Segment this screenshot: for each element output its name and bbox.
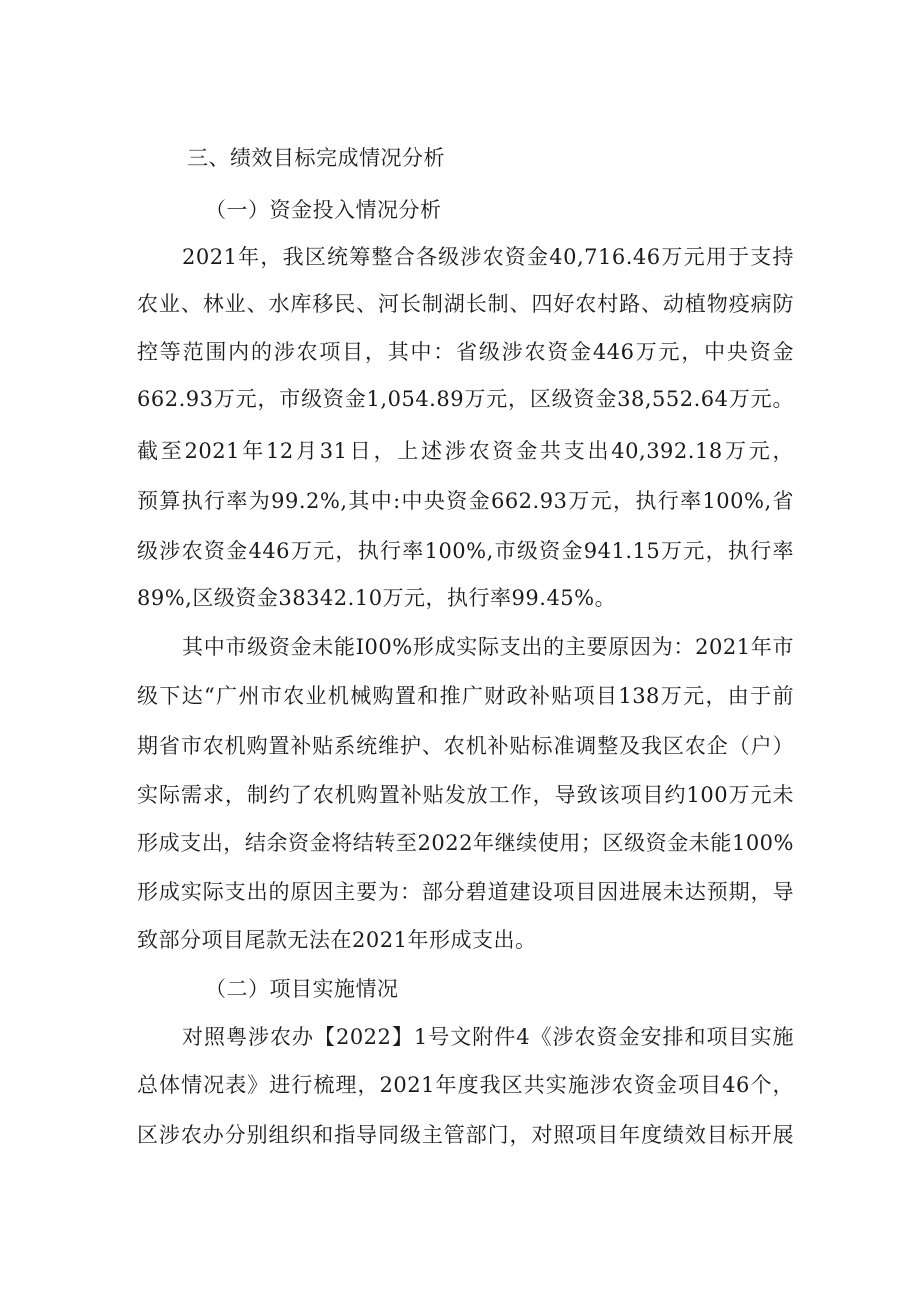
- paragraph-line: 2021年，我区统筹整合各级涉农资金40,716.46万元用于支持: [182, 245, 794, 269]
- section-heading: 三、绩效目标完成情况分析: [187, 146, 445, 170]
- paragraph-line: 662.93万元，市级资金1,054.89万元，区级资金38,552.64万元。: [137, 387, 794, 411]
- paragraph-line: 其中市级资金未能I00%形成实际支出的主要原因为：2021年市: [182, 635, 794, 659]
- paragraph-line: 对照粤涉农办【2022】1号文附件4《涉农资金安排和项目实施: [182, 1025, 794, 1049]
- paragraph-line: 控等范围内的涉农项目，其中：省级涉农资金446万元，中央资金: [137, 340, 794, 364]
- paragraph-line: 区涉农办分别组织和指导同级主管部门，对照项目年度绩效目标开展: [137, 1123, 794, 1147]
- paragraph-line: 截至2021年12月31日，上述涉农资金共支出40,392.18万元，: [137, 439, 794, 463]
- paragraph-line: 期省市农机购置补贴系统维护、农机补贴标准调整及我区农企（户）: [137, 734, 794, 758]
- paragraph-line: 预算执行率为99.2%,其中:中央资金662.93万元，执行率100%,省: [137, 489, 794, 513]
- paragraph-line: 农业、林业、水库移民、河长制湖长制、四好农村路、动植物疫病防: [137, 292, 794, 316]
- paragraph-line: 总体情况表》进行梳理，2021年度我区共实施涉农资金项目46个，: [137, 1073, 794, 1097]
- paragraph-line: 形成支出，结余资金将结转至2022年继续使用；区级资金未能100%: [137, 831, 794, 855]
- paragraph-line: 实际需求，制约了农机购置补贴发放工作，导致该项目约100万元未: [137, 783, 794, 807]
- paragraph-line: 形成实际支出的原因主要为：部分碧道建设项目因进展未达预期，导: [137, 880, 794, 904]
- subsection-heading: （一）资金投入情况分析: [205, 198, 442, 222]
- paragraph-line: 89%,区级资金38342.10万元，执行率99.45%。: [137, 586, 617, 610]
- paragraph-line: 级涉农资金446万元，执行率100%,市级资金941.15万元，执行率: [137, 539, 794, 563]
- subsection-heading: （二）项目实施情况: [205, 977, 399, 1001]
- paragraph-line: 级下达“广州市农业机械购置和推广财政补贴项目138万元，由于前: [137, 684, 794, 708]
- paragraph-line: 致部分项目尾款无法在2021年形成支出。: [137, 928, 537, 952]
